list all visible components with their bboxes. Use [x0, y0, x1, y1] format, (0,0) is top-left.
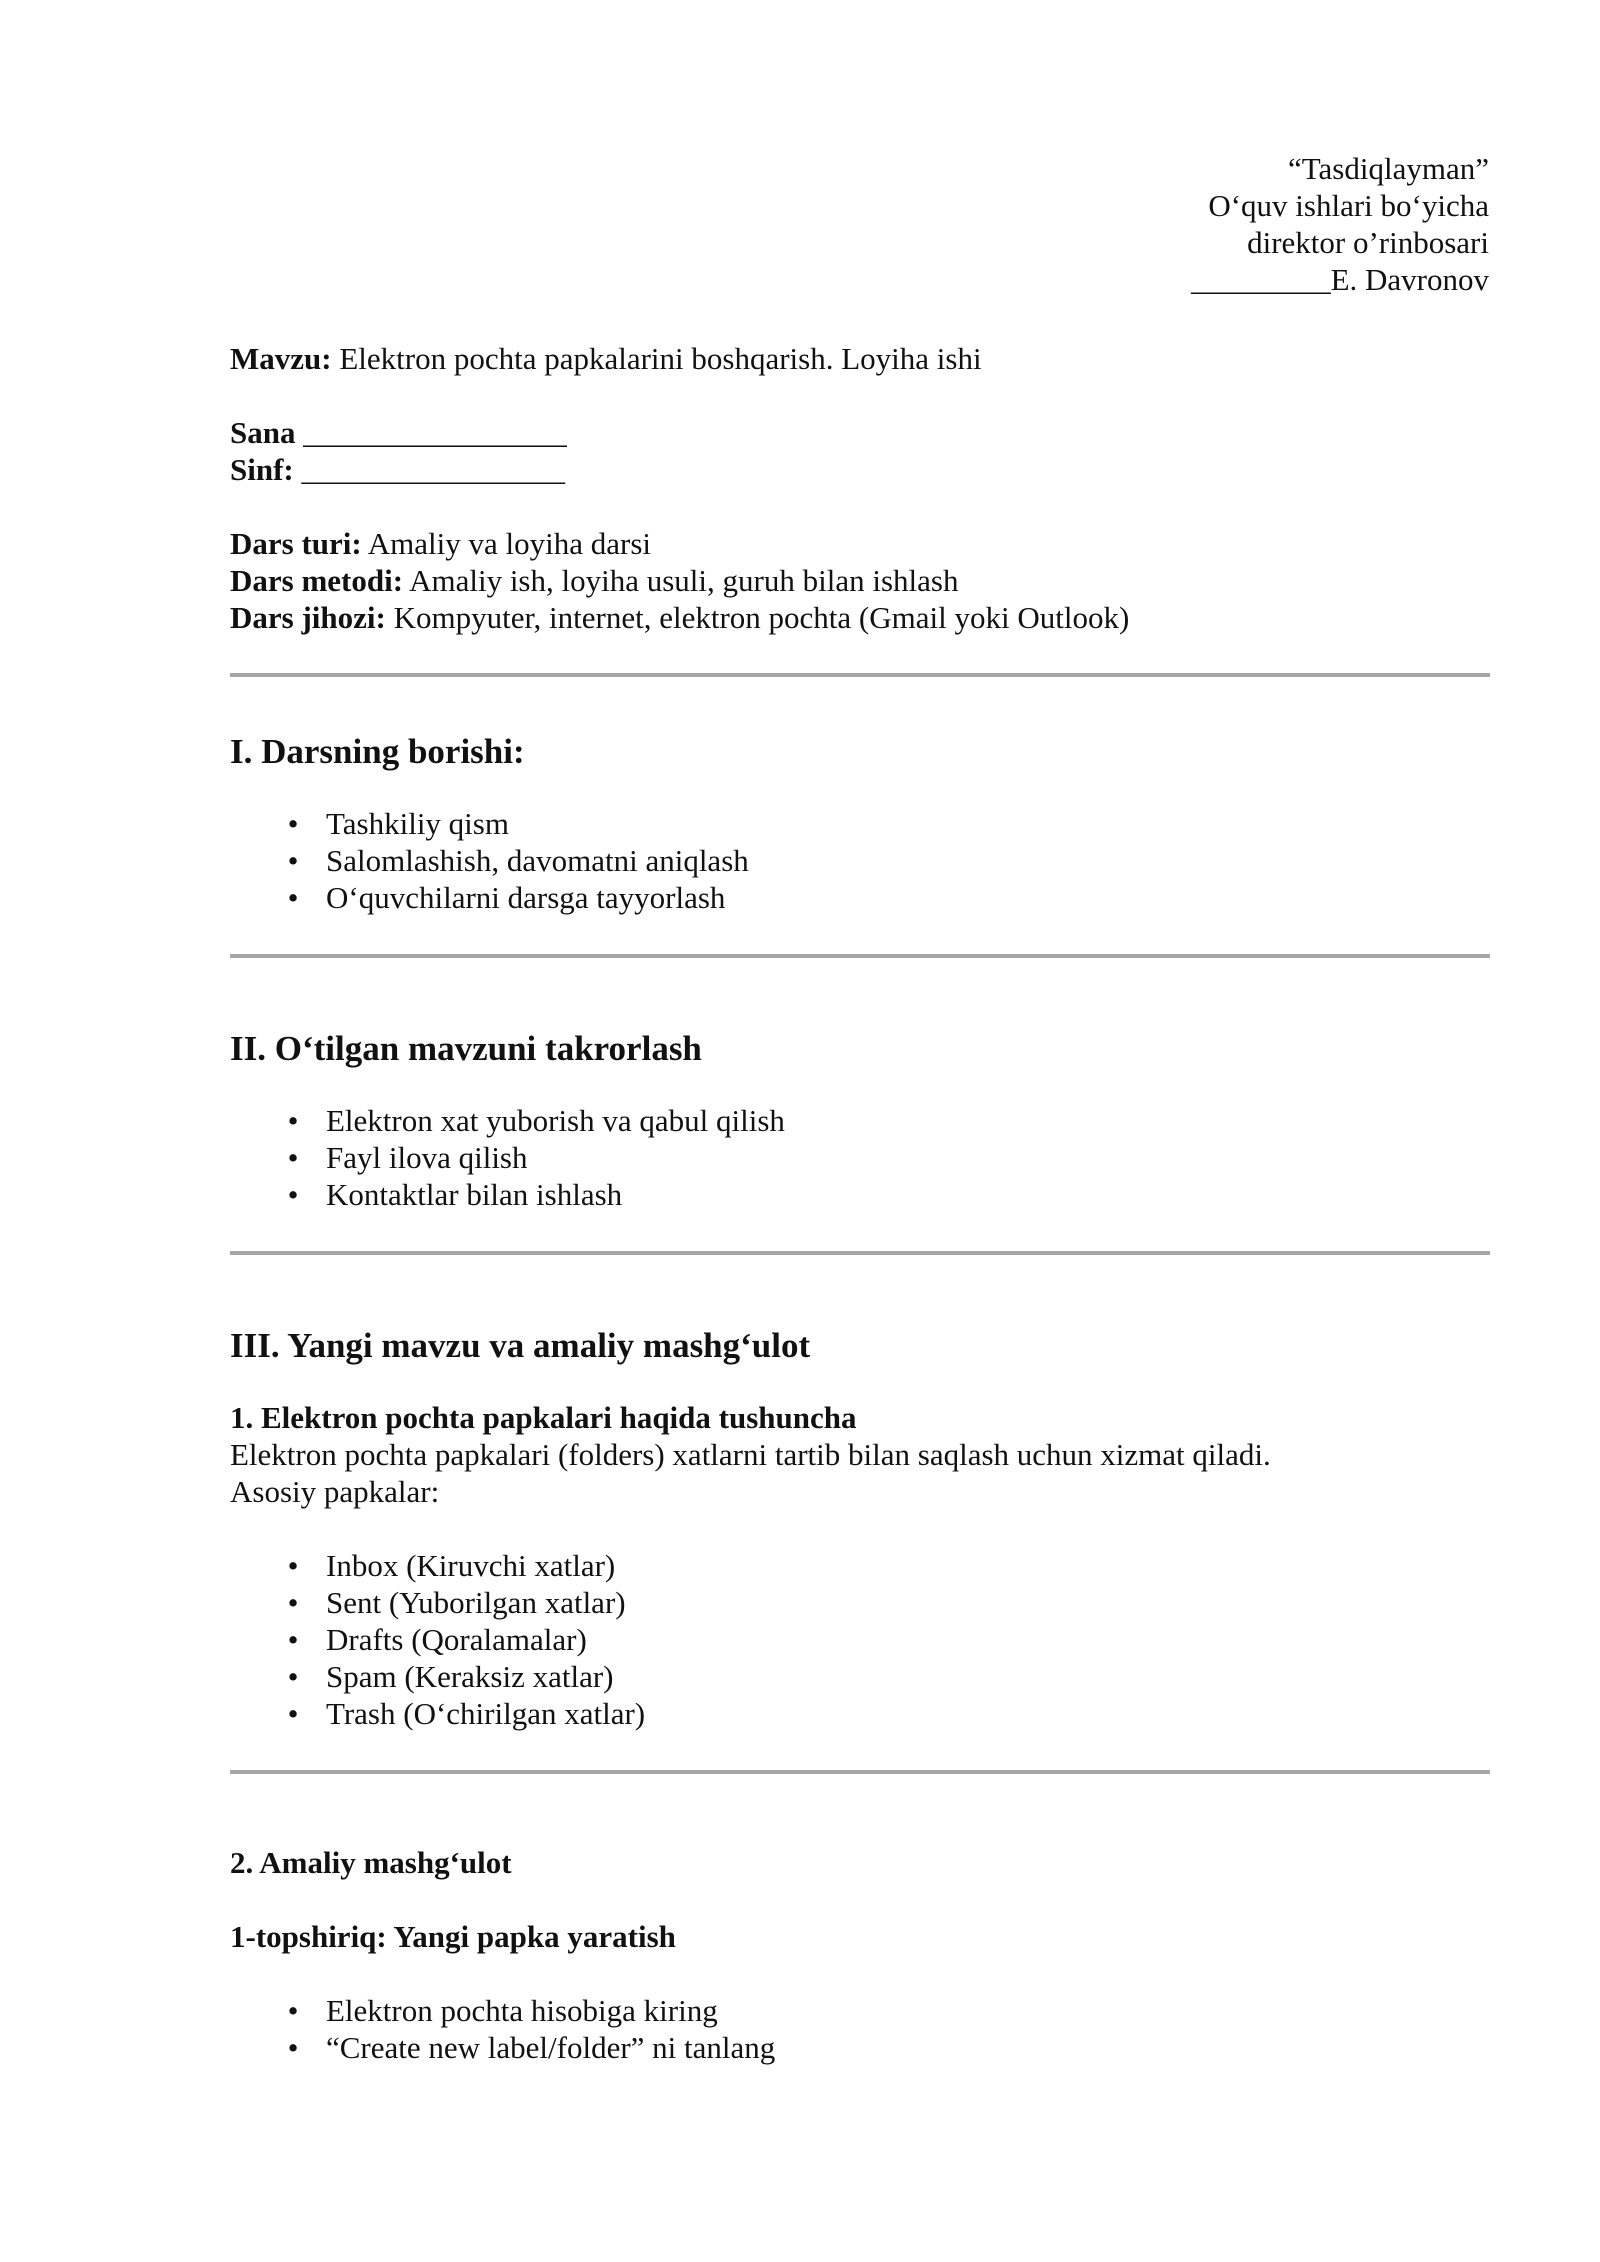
- section2-list: [230, 1102, 1490, 1213]
- date-blank: _________________: [295, 415, 567, 450]
- task-title: 1-topshiriq: Yangi papka yaratish: [230, 1919, 676, 1954]
- paragraph: Elektron pochta papkalari (folders) xatlarni tartib bilan saqlash uchun xizmat qiladi.: [230, 1437, 1271, 1472]
- lesson-method-value: Amaliy ish, loyiha usuli, guruh bilan ishlash: [403, 563, 959, 598]
- paragraph: Asosiy papkalar:: [230, 1474, 440, 1509]
- lesson-type-value: Amaliy va loyiha darsi: [361, 526, 652, 561]
- folders-list: [230, 1547, 1490, 1732]
- section-title: I. Darsning borishi:: [230, 732, 525, 771]
- approval-signature-line: [1191, 261, 1489, 298]
- approval-position-line1: O‘quv ishlari bo‘yicha: [1208, 188, 1489, 223]
- lesson-method-label: Dars metodi:: [230, 563, 404, 598]
- topic-label: Mavzu:: [230, 341, 332, 376]
- subsection-title: 2. Amaliy mashg‘ulot: [230, 1845, 512, 1880]
- list-item: • O‘quvchilarni darsga tayyorlash: [287, 880, 726, 915]
- topic-value: Elektron pochta papkalarini boshqarish. Loyiha ishi: [331, 341, 982, 376]
- list-item: • Salomlashish, davomatni aniqlash: [287, 843, 749, 878]
- topic-line: [230, 340, 1490, 377]
- lesson-type-label: Dars turi:: [230, 526, 362, 561]
- subsection-title: 1. Elektron pochta papkalari haqida tushuncha: [230, 1400, 857, 1435]
- date-line: [230, 414, 1490, 451]
- list-item: • Sent (Yuborilgan xatlar): [287, 1585, 626, 1620]
- lesson-type-line: [230, 525, 1490, 562]
- section-title: II. O‘tilgan mavzuni takrorlash: [230, 1029, 702, 1068]
- section1-list: [230, 805, 1490, 916]
- class-label: Sinf:: [230, 452, 294, 487]
- list-item: • Kontaktlar bilan ishlash: [287, 1177, 623, 1212]
- list-item: • Spam (Keraksiz xatlar): [287, 1659, 614, 1694]
- signature-blank: _________: [1191, 262, 1331, 297]
- approval-block: [1191, 150, 1489, 298]
- list-item: • Tashkiliy qism: [287, 806, 509, 841]
- lesson-method-line: [230, 562, 1490, 599]
- list-item: • Elektron xat yuborish va qabul qilish: [287, 1103, 785, 1138]
- list-item: • Drafts (Qoralamalar): [287, 1622, 587, 1657]
- date-label: Sana: [230, 415, 296, 450]
- task1-list: [230, 1992, 1490, 2066]
- list-item: • Inbox (Kiruvchi xatlar): [287, 1548, 616, 1583]
- list-item: • Fayl ilova qilish: [287, 1140, 528, 1175]
- class-blank: _________________: [293, 452, 565, 487]
- document-body: [230, 340, 1490, 2066]
- list-item: • Elektron pochta hisobiga kiring: [287, 1993, 718, 2028]
- list-item: • “Create new label/folder” ni tanlang: [287, 2030, 776, 2065]
- section-title: III. Yangi mavzu va amaliy mashg‘ulot: [230, 1326, 811, 1365]
- lesson-equipment-label: Dars jihozi:: [230, 600, 386, 635]
- approval-title: “Tasdiqlayman”: [1288, 151, 1489, 186]
- approver-name: E. Davronov: [1330, 262, 1489, 297]
- list-item: • Trash (O‘chirilgan xatlar): [287, 1696, 646, 1731]
- approval-position-line2: direktor o’rinbosari: [1247, 225, 1489, 260]
- lesson-equipment-value: Kompyuter, internet, elektron pochta (Gmail yoki Outlook): [385, 600, 1130, 635]
- class-line: [230, 451, 1490, 488]
- lesson-equipment-line: [230, 599, 1490, 636]
